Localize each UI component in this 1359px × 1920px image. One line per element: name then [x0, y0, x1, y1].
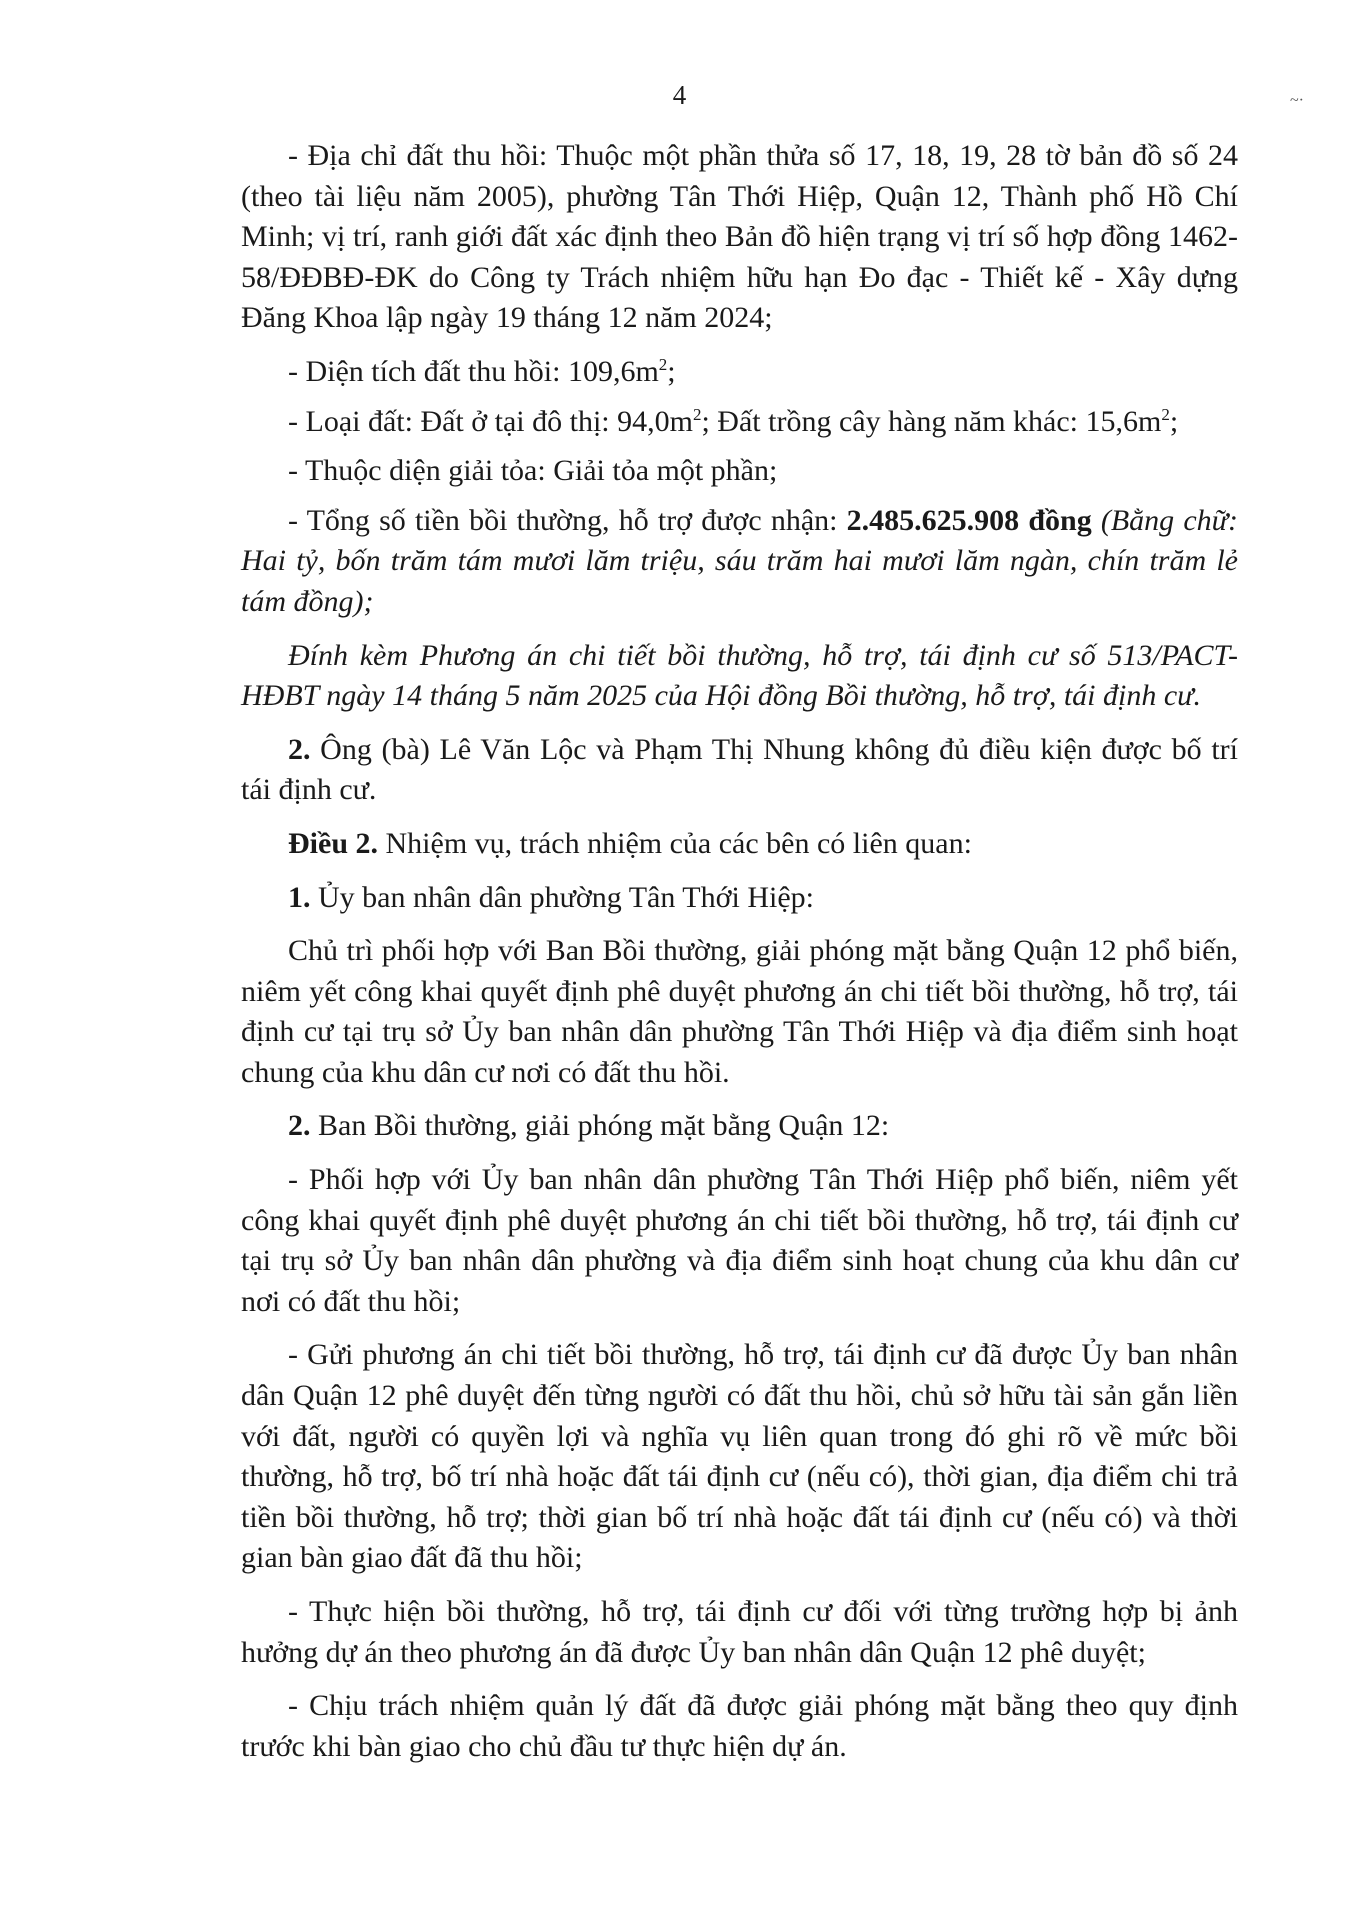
item-2-task-3: - Thực hiện bồi thường, hỗ trợ, tái định cư đối với từng trường hợp bị ảnh hưởng dự án theo phương án đã được Ủy ban nhân dân Quận 12 phê duyệt; — [241, 1595, 1238, 1669]
document-body — [241, 136, 1238, 1780]
item-1-body: Chủ trì phối hợp với Ban Bồi thường, giải phóng mặt bằng Quận 12 phổ biến, niêm yết công khai quyết định phê duyệt phương án chi tiết bồi thường, hỗ trợ, tái định cư tại trụ sở Ủy ban nhân dân phường Tân Thới Hiệp và địa điểm sinh hoạt chung của khu dân cư nơi có đất thu hồi. — [241, 934, 1238, 1089]
compensation-total-paragraph: - Tổng số tiền bồi thường, hỗ trợ được nhận: 2.485.625.908 đồng (Bằng chữ: Hai tỷ, bốn trăm tám mươi lăm triệu, sáu trăm hai mươi lăm ngàn, chín trăm lẻ tám đồng); — [241, 503, 1239, 618]
clearance-type-paragraph: - Thuộc diện giải tỏa: Giải tỏa một phần; — [288, 454, 778, 488]
item-2-heading: 2. Ban Bồi thường, giải phóng mặt bằng Quận 12: — [288, 1109, 890, 1143]
scan-mark: ~· — [1290, 92, 1304, 109]
article-2-heading: Điều 2. Nhiệm vụ, trách nhiệm của các bên có liên quan: — [288, 826, 972, 860]
land-area-paragraph: - Diện tích đất thu hồi: $109,6m^2$; — [288, 354, 676, 388]
land-type-paragraph: - Loại đất: Đất ở tại đô thị: $94,0m^2$; Đất trồng cây hàng năm khác: $15,6m^2$; — [288, 404, 1179, 438]
compensation-amount: 2.485.625.908 đồng — [846, 503, 1092, 537]
item-2-task-4: - Chịu trách nhiệm quản lý đất đã được giải phóng mặt bằng theo quy định trước khi bàn giao cho chủ đầu tư thực hiện dự án. — [241, 1689, 1238, 1763]
item-2-task-1: - Phối hợp với Ủy ban nhân dân phường Tân Thới Hiệp phổ biến, niêm yết công khai quyết định phê duyệt phương án chi tiết bồi thường, hỗ trợ, tái định cư tại trụ sở Ủy ban nhân dân phường và địa điểm sinh hoạt chung của khu dân cư nơi có đất thu hồi; — [241, 1163, 1238, 1318]
item-2-task-2: - Gửi phương án chi tiết bồi thường, hỗ trợ, tái định cư đã được Ủy ban nhân dân Quận 12 phê duyệt đến từng người có đất thu hồi, chủ sở hữu tài sản gắn liền với đất, người có quyền lợi và nghĩa vụ liên quan trong đó ghi rõ về mức bồi thường, hỗ trợ, bố trí nhà hoặc đất tái định cư (nếu có), thời gian, địa điểm chi trả tiền bồi thường, hỗ trợ; thời gian bố trí nhà hoặc đất tái định cư (nếu có) và thời gian bàn giao đất đã thu hồi; — [241, 1338, 1238, 1575]
item-1-heading: 1. Ủy ban nhân dân phường Tân Thới Hiệp: — [288, 880, 814, 914]
amount-in-words: (Bằng chữ: Hai tỷ, bốn trăm tám mươi lăm triệu, sáu trăm hai mươi lăm ngàn, chín trăm lẻ tám đồng); — [241, 503, 1239, 618]
resettlement-item-2: 2. Ông (bà) Lê Văn Lộc và Phạm Thị Nhung không đủ điều kiện được bố trí tái định cư. — [241, 732, 1238, 807]
page-number: 4 — [672, 80, 687, 110]
land-address-paragraph: - Địa chỉ đất thu hồi: Thuộc một phần thửa số 17, 18, 19, 28 tờ bản đồ số 24 (theo tài liệu năm 2005), phường Tân Thới Hiệp, Quận 12, Thành phố Hồ Chí Minh; vị trí, ranh giới đất xác định theo Bản đồ hiện trạng vị trí số hợp đồng 1462-58/ĐĐBĐ-ĐK do Công ty Trách nhiệm hữu hạn Đo đạc - Thiết kế - Xây dựng Đăng Khoa lập ngày 19 tháng 12 năm 2024; — [241, 139, 1238, 335]
attachment-note: Đính kèm Phương án chi tiết bồi thường, hỗ trợ, tái định cư số 513/PACT-HĐBT ngày 14 tháng 5 năm 2025 của Hội đồng Bồi thường, hỗ trợ, tái định cư. — [241, 638, 1238, 713]
